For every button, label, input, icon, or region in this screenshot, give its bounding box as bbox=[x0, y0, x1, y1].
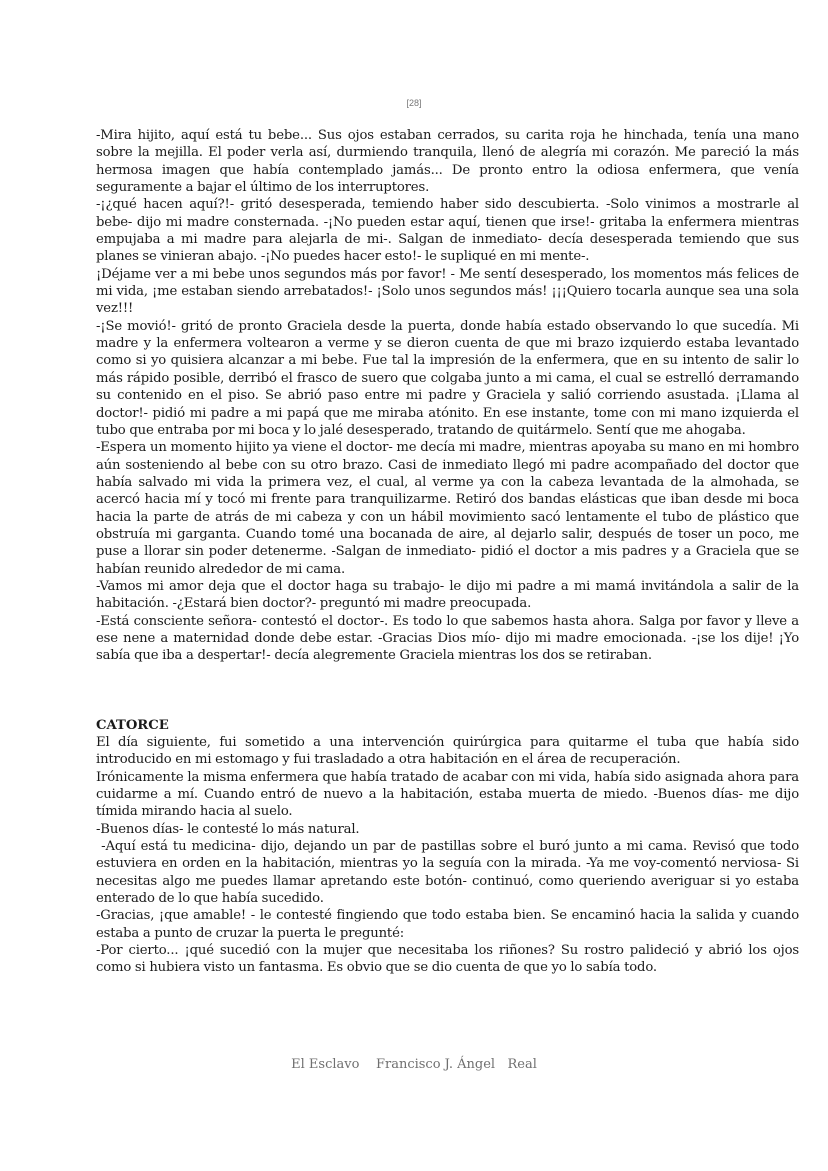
chapter-title: CATORCE bbox=[96, 717, 169, 733]
paragraph: -¡¿qué hacen aquí?!- gritó desesperada, temiendo haber sido descubierta. -Solo vinimos a mostrarle al bebe- dijo mi madre consternada. -¡No pueden estar aquí, tienen que irse!- gritaba la enfermera mientras empujaba a mi madre para alejarla de mi-. Salgan de inmediato- decía desesperada temiendo que sus planes se vinieran abajo. -¡No puedes hacer esto!- le supliqué en mi mente-. bbox=[96, 197, 799, 265]
paragraph: ¡Déjame ver a mi bebe unos segundos más por favor! - Me sentí desesperado, los momentos más felices de mi vida, ¡me estaban siendo arrebatados!- ¡Solo unos segundos más! ¡¡¡Quiero tocarla aunque sea una sola vez!!! bbox=[96, 266, 799, 317]
paragraph: -Está consciente señora- contestó el doctor-. Es todo lo que sabemos hasta ahora. Salga por favor y lleve a ese nene a maternidad donde debe estar. -Gracias Dios mío- dijo mi madre emocionada. -¡se los dije! ¡Yo sabía que iba a despertar!- decía alegremente Graciela mientras los dos se retiraban. bbox=[96, 613, 799, 664]
paragraph: -Buenos días- le contesté lo más natural. bbox=[96, 821, 360, 837]
paragraph: -Mira hijito, aquí está tu bebe... Sus ojos estaban cerrados, su carita roja he hinchada, tenía una mano sobre la mejilla. El poder verla así, durmiendo tranquila, llenó de alegría mi corazón. Me pareció la más hermosa imagen que había contemplado jamás... De pronto entro la odiosa enfermera, que venía seguramente a bajar el último de los interruptores. bbox=[96, 128, 799, 196]
paragraph: -Por cierto... ¡qué sucedió con la mujer que necesitaba los riñones? Su rostro palideció y abrió los ojos como si hubiera visto un fantasma. Es obvio que se dio cuenta de que yo lo sabía todo. bbox=[96, 943, 799, 976]
footer-book-title: El Esclavo bbox=[291, 1057, 360, 1072]
paragraph: -Gracias, ¡que amable! - le contesté fingiendo que todo estaba bien. Se encaminó hacia la salida y cuando estaba a punto de cruzar la puerta le pregunté: bbox=[96, 908, 799, 941]
document-body bbox=[96, 127, 803, 977]
paragraph: -Aquí está tu medicina- dijo, dejando un par de pastillas sobre el buró junto a mi cama. Revisó que todo estuviera en orden en la habitación, mientras yo la seguía con la mirada. -Ya me voy-comentó nerviosa- Si necesitas algo me puedes llamar apretando este botón- continuó, como queriendo averiguar si yo estaba enterado de lo que había sucedido. bbox=[96, 839, 803, 907]
paragraph: El día siguiente, fui sometido a una intervención quirúrgica para quitarme el tuba que había sido introducido en mi estomago y fui trasladado a otra habitación en el área de recuperación. bbox=[96, 735, 799, 768]
page-footer bbox=[0, 1057, 828, 1072]
paragraph: -Vamos mi amor deja que el doctor haga su trabajo- le dijo mi padre a mi mamá invitándola a salir de la habitación. -¿Estará bien doctor?- preguntó mi madre preocupada. bbox=[96, 578, 799, 612]
paragraph: -¡Se movió!- gritó de pronto Graciela desde la puerta, donde había estado observando lo que sucedía. Mi madre y la enfermera voltearon a verme y se dieron cuenta de que mi brazo izquierdo estaba levantado como si yo quisiera alcanzar a mi bebe. Fue tal la impresión de la enfermera, que en su intento de salir lo más rápido posible, derribó el frasco de suero que colgaba junto a mi cama, el cual se estrelló derramando su contenido en el piso. Se abrió paso entre mi padre y Graciela y salió corriendo asustada. ¡Llama al doctor!- pidió mi padre a mi papá que me miraba atónito. En ese instante, tome con mi mano izquierda el tubo que entraba por mi boca y lo jalé desesperado, tratando de quitármelo. Sentí que me ahogaba. bbox=[96, 318, 799, 438]
paragraph: -Espera un momento hijito ya viene el doctor- me decía mi madre, mientras apoyaba su mano en mi hombro aún sosteniendo al bebe con su otro brazo. Casi de inmediato llegó mi padre acompañado del doctor que había salvado mi vida la primera vez, el cual, al verme ya con la cabeza levantada de la almohada, se acercó hacia mí y tocó mi frente para tranquilizarme. Retiró dos bandas elásticas que iban desde mi boca hacia la parte de atrás de mi cabeza y con un hábil movimiento sacó lentamente el tubo de plástico que obstruía mi garganta. Cuando tomé una bocanada de aire, al dejarlo salir, después de toser un poco, me puse a llorar sin poder detenerme. -Salgan de inmediato- pidió el doctor a mis padres y a Graciela que se habían reunido alrededor de mi cama. bbox=[96, 440, 799, 577]
page-number: [28] bbox=[406, 98, 422, 108]
section-spacer bbox=[96, 665, 799, 717]
footer-author: Francisco J. Ángel Real bbox=[375, 1057, 537, 1072]
paragraph: Irónicamente la misma enfermera que había tratado de acabar con mi vida, había sido asignada ahora para cuidarme a mí. Cuando entró de nuevo a la habitación, estaba muerta de miedo. -Buenos días- me dijo tímida mirando hacia al suelo. bbox=[96, 769, 799, 820]
